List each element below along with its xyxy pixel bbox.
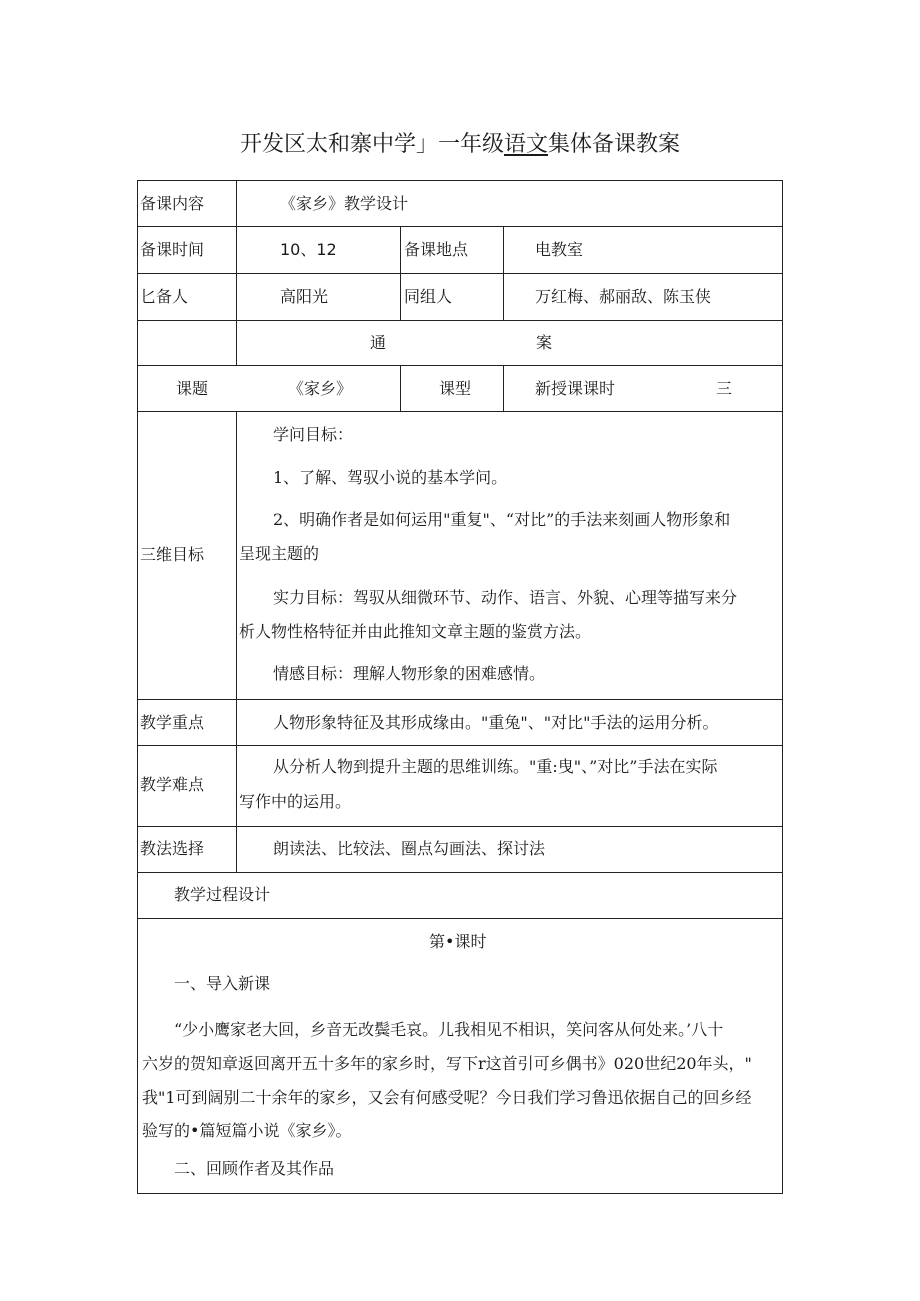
type-value: 新授课课时 <box>535 379 616 398</box>
goals-line: 学问目标： <box>273 425 354 444</box>
section-heading: 二、回顾作者及其作品 <box>174 1159 335 1178</box>
preparer-label: 匕备人 <box>140 287 189 306</box>
goals-line: 实力目标：驾驭从细微环节、动作、语言、外貌、心理等描写来分 <box>273 588 738 607</box>
intro-paragraph-line: “少小鹰家老大回，乡音无改鬓毛哀。儿我相见不相识，笑问客从何处来。’八十 <box>174 1020 724 1039</box>
goals-line: 呈现主题的 <box>239 544 320 563</box>
goals-line: 2、明确作者是如何运用"重复"、“对比”的手法来刻画人物形象和 <box>273 510 731 529</box>
method-label: 教法选择 <box>140 839 205 858</box>
group-label: 同组人 <box>404 287 453 306</box>
intro-paragraph-line: 我"1可到阔别二十余年的家乡，又会有何感受呢？今日我们学习鲁迅依据自己的回乡经 <box>142 1088 752 1107</box>
intro-paragraph-line: 六岁的贺知章返回离开五十多年的家乡时，写下r这首引可乡偶书》020世纪20年头，" <box>142 1054 752 1073</box>
content-value: 《家乡》教学设计 <box>280 194 409 213</box>
intro-paragraph-line: 验写的•篇短篇小说《家乡》。 <box>142 1121 352 1140</box>
goals-line: 情感目标：理解人物形象的困难感情。 <box>273 664 546 683</box>
key-point-label: 教学重点 <box>140 713 205 732</box>
group-value: 万红梅、郝丽敌、陈玉侠 <box>535 287 712 306</box>
goals-label: 三维目标 <box>140 545 205 564</box>
type-label: 课型 <box>439 379 472 398</box>
topic-value: 《家乡》 <box>288 379 353 398</box>
page-title: 开发区太和寨中学」一年级语文集体备课教案 <box>239 132 681 157</box>
section-heading: 一、导入新课 <box>174 974 271 993</box>
difficult-point-line: 写作中的运用。 <box>239 792 352 811</box>
content-label: 备课内容 <box>140 194 205 213</box>
place-value: 电教室 <box>535 240 584 259</box>
time-value: 10、12 <box>280 240 337 259</box>
common-plan-char-2: 案 <box>536 333 553 352</box>
time-label: 备课时间 <box>140 240 205 259</box>
process-label: 教学过程设计 <box>174 885 271 904</box>
goals-line: 1、了解、驾驭小说的基本学问。 <box>273 468 508 487</box>
hours-value: 三 <box>716 379 733 398</box>
lesson-plan-table <box>137 180 783 1194</box>
preparer-value: 高阳光 <box>280 287 329 306</box>
goals-line: 析人物性格特征并由此推知文章主题的鉴赏方法。 <box>239 622 592 641</box>
lesson-number: 第•课时 <box>429 932 487 951</box>
difficult-point-line: 从分析人物到提升主题的思维训练。"重:曳"、”对比”手法在实际 <box>273 757 718 776</box>
common-plan-char-1: 通 <box>370 333 387 352</box>
place-label: 备课地点 <box>404 240 469 259</box>
key-point-value: 人物形象特征及其形成缘由。"重兔"、"对比"手法的运用分析。 <box>273 713 719 732</box>
topic-label: 课题 <box>176 379 209 398</box>
method-value: 朗读法、比较法、圈点勾画法、探讨法 <box>273 839 546 858</box>
difficult-point-label: 教学难点 <box>140 775 205 794</box>
